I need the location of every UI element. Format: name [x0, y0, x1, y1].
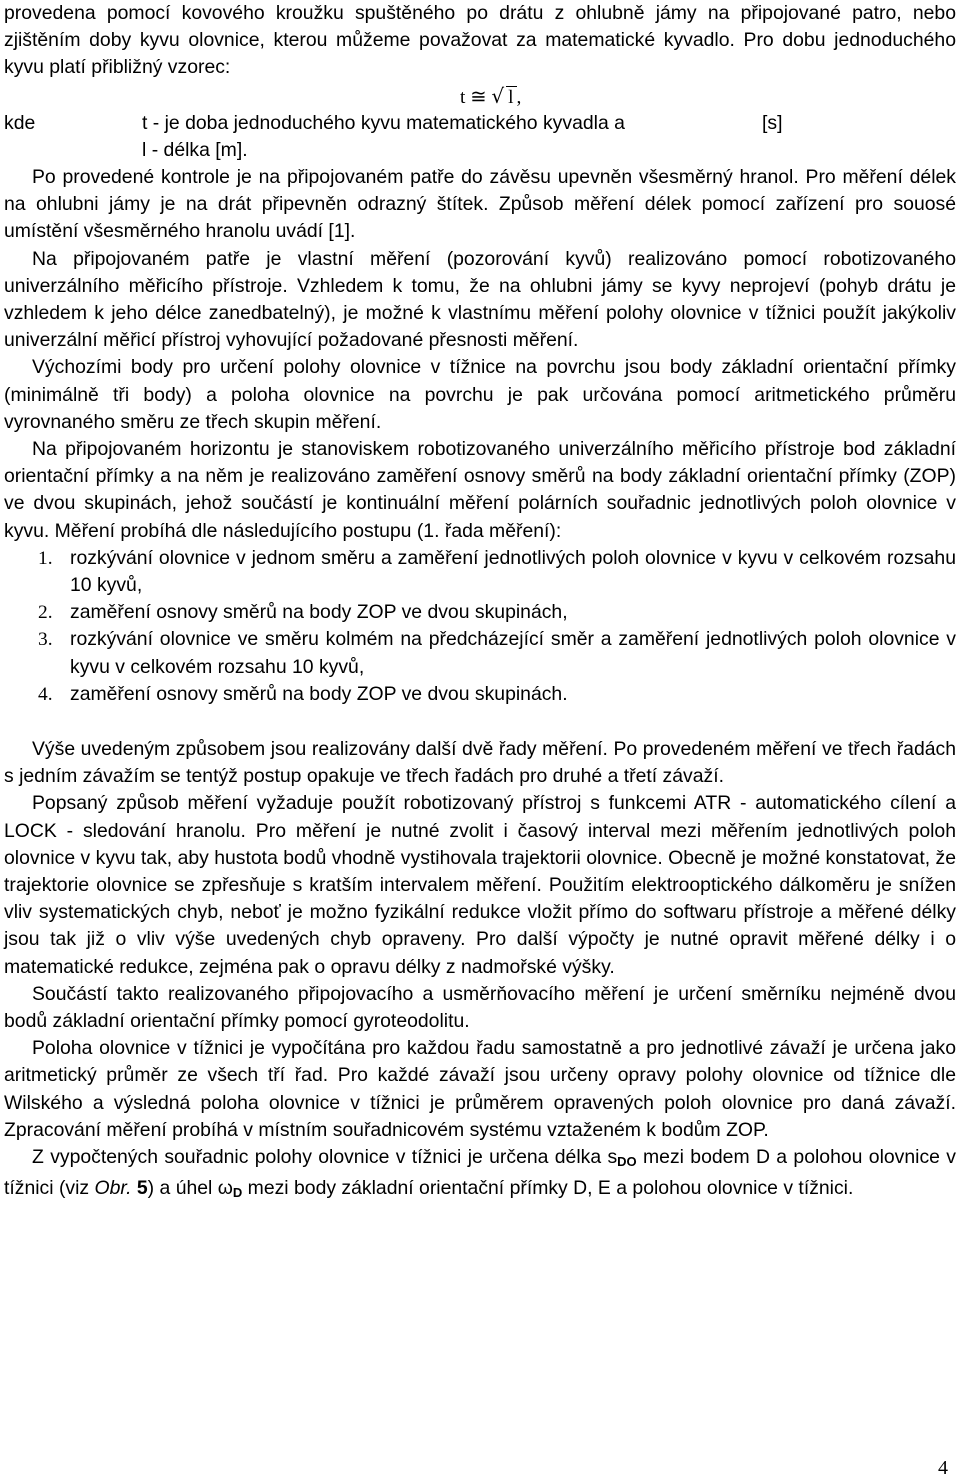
paragraph: Součástí takto realizovaného připojovacího a usměrňovacího měření je určení směrníku nejméně dvou bodů základní orientační přímky pomocí gyroteodolitu.	[4, 982, 956, 1033]
definition-key: kde	[4, 111, 36, 134]
final-text-1: Z vypočtených souřadnic polohy olovnice v tížnici je určena délka s	[32, 1146, 618, 1169]
intro-paragraph: provedena pomocí kovového kroužku spuštěného po drátu z ohlubně jámy na připojované patro, nebo zjištěním doby kyvu olovnice, kterou můžeme považovat za matematické kyvadlo. Pro dobu jednoduchého kyvu platí přibližný vzorec:	[4, 2, 956, 79]
list-item-text: zaměření osnovy směrů na body ZOP ve dvou skupinách.	[70, 682, 568, 705]
list-item	[4, 626, 956, 680]
definition-text: l - délka [m].	[142, 138, 248, 161]
final-text-3: ) a úhel ω	[147, 1177, 233, 1200]
paragraph: Poloha olovnice v tížnici je vypočítána pro každou řadu samostatně a pro jednotlivé závaží je určena jako aritmetický průměr ze všech tří řad. Pro každé závaží jsou určeny opravy polohy olovnice od tížnice dle Wilského a výsledná poloha olovnice v tížnici je průměrem opravených poloh olovnice pro daná závaží. Zpracování měření probíhá v místním souřadnicovém systému vztaženém k bodům ZOP.	[4, 1037, 956, 1141]
figure-reference: Obr.	[94, 1177, 132, 1200]
paragraph: Popsaný způsob měření vyžaduje použít robotizovaný přístroj s funkcemi ATR - automatického cílení a LOCK - sledování hranolu. Pro měření je nutné zvolit i časový interval mezi měřením jednotlivých poloh olovnice v kyvu tak, aby hustota bodů vhodně vystihovala trajektorii olovnice. Obecně je možné konstatovat, že trajektorie olovnice se zpřesňuje s kratším intervalem měření. Použitím elektrooptického dálkoměru je snížen vliv systematických chyb, neboť je možno fyzikální redukce vložit přímo do softwaru přístroje a měřené délky jsou tak již o vliv výše uvedených chyb opraveny. Pro další výpočty je nutné opravit měřené délky i o matematické redukce, zejména pak o opravu délky z nadmořské výšky.	[4, 792, 956, 978]
paragraph: Na připojovaném horizontu je stanoviskem robotizovaného univerzálního měřicího přístroje bod základní orientační přímky a na něm je realizováno zaměření osnovy směrů na body základní orientační přímky (ZOP) ve dvou skupinách, jehož součástí je kontinuální měření polárních souřadnic jednotlivých poloh olovnice v kyvu. Měření probíhá dle následujícího postupu (1. řada měření):	[4, 438, 956, 542]
list-item-number: 2.	[38, 602, 53, 624]
document-page	[4, 0, 956, 1207]
radical-sign: √	[491, 83, 505, 108]
definition-unit: [s]	[762, 111, 783, 134]
list-item-text: zaměření osnovy směrů na body ZOP ve dvou skupinách,	[70, 601, 568, 624]
list-item-number: 4.	[38, 683, 53, 705]
paragraph: Na připojovaném patře je vlastní měření (pozorování kyvů) realizováno pomocí robotizovaného univerzálního měřicího přístroje. Vzhledem k tomu, že na ohlubni jámy se kyvy neprojeví (pohyb drátu je vzhledem k jeho délce zanedbatelný), je možné k vlastnímu měření polohy olovnice v tížnici použít jakýkoliv univerzální měřicí přístroj vyhovující požadované přesnosti měření.	[4, 247, 956, 352]
paragraph: Výchozími body pro určení polohy olovnice v tížnice na povrchu jsou body základní orientační přímky (minimálně tři body) a poloha olovnice na povrchu je pak určována pomocí aritmetického průměru vyrovnaného směru ze třech skupin měření.	[4, 356, 956, 433]
list-item	[4, 681, 956, 708]
list-item	[4, 599, 956, 626]
paragraph: Po provedené kontrole je na připojovaném patře do závěsu upevněn všesměrný hranol. Pro měření délek na ohlubni jámy je na drát připevněn odrazný štítek. Způsob měření délek pomocí zařízení pro souosé umístění všesměrného hranolu uvádí [1].	[4, 165, 956, 243]
list-item-number: 1.	[38, 547, 53, 569]
list-item	[4, 545, 956, 599]
definition-row	[4, 137, 956, 164]
final-paragraph	[4, 1144, 956, 1206]
list-item-number: 3.	[38, 629, 53, 651]
formula-lhs: t	[460, 86, 466, 108]
final-text-4: mezi body základní orientační přímky D, E a polohou olovnice v tížnici.	[242, 1177, 854, 1200]
pendulum-formula	[4, 82, 956, 110]
paragraph: Výše uvedeným způsobem jsou realizovány další dvě řady měření. Po provedeném měření ve třech řadách s jedním závažím se tentýž postup opakuje ve třech řadách pro druhé a třetí závaží.	[4, 738, 956, 788]
definition-text: t - je doba jednoduchého kyvu matematického kyvadla a	[142, 111, 625, 134]
final-text-2: mezi bodem D a polohou olovnice v tížnici (viz	[4, 1146, 956, 1200]
formula-radicand: l	[506, 86, 516, 109]
formula-relation: ≅	[470, 86, 487, 108]
list-item-text: rozkývání olovnice ve směru kolmém na předcházející směr a zaměření jednotlivých poloh olovnice v kyvu v celkovém rozsahu 10 kyvů,	[70, 628, 956, 678]
procedure-list	[4, 545, 956, 708]
subscript-do: DO	[617, 1154, 637, 1170]
list-item-text: rozkývání olovnice v jednom směru a zaměření jednotlivých poloh olovnice v kyvu v celkovém rozsahu 10 kyvů,	[70, 546, 956, 597]
page-number: 4	[938, 1457, 948, 1479]
definition-unit	[762, 137, 956, 164]
formula-trail: ,	[516, 86, 522, 108]
figure-reference-number: 5	[131, 1177, 148, 1200]
definition-key	[4, 137, 142, 164]
spacer	[4, 708, 956, 736]
subscript-d: D	[232, 1185, 243, 1201]
definition-row	[4, 110, 956, 137]
